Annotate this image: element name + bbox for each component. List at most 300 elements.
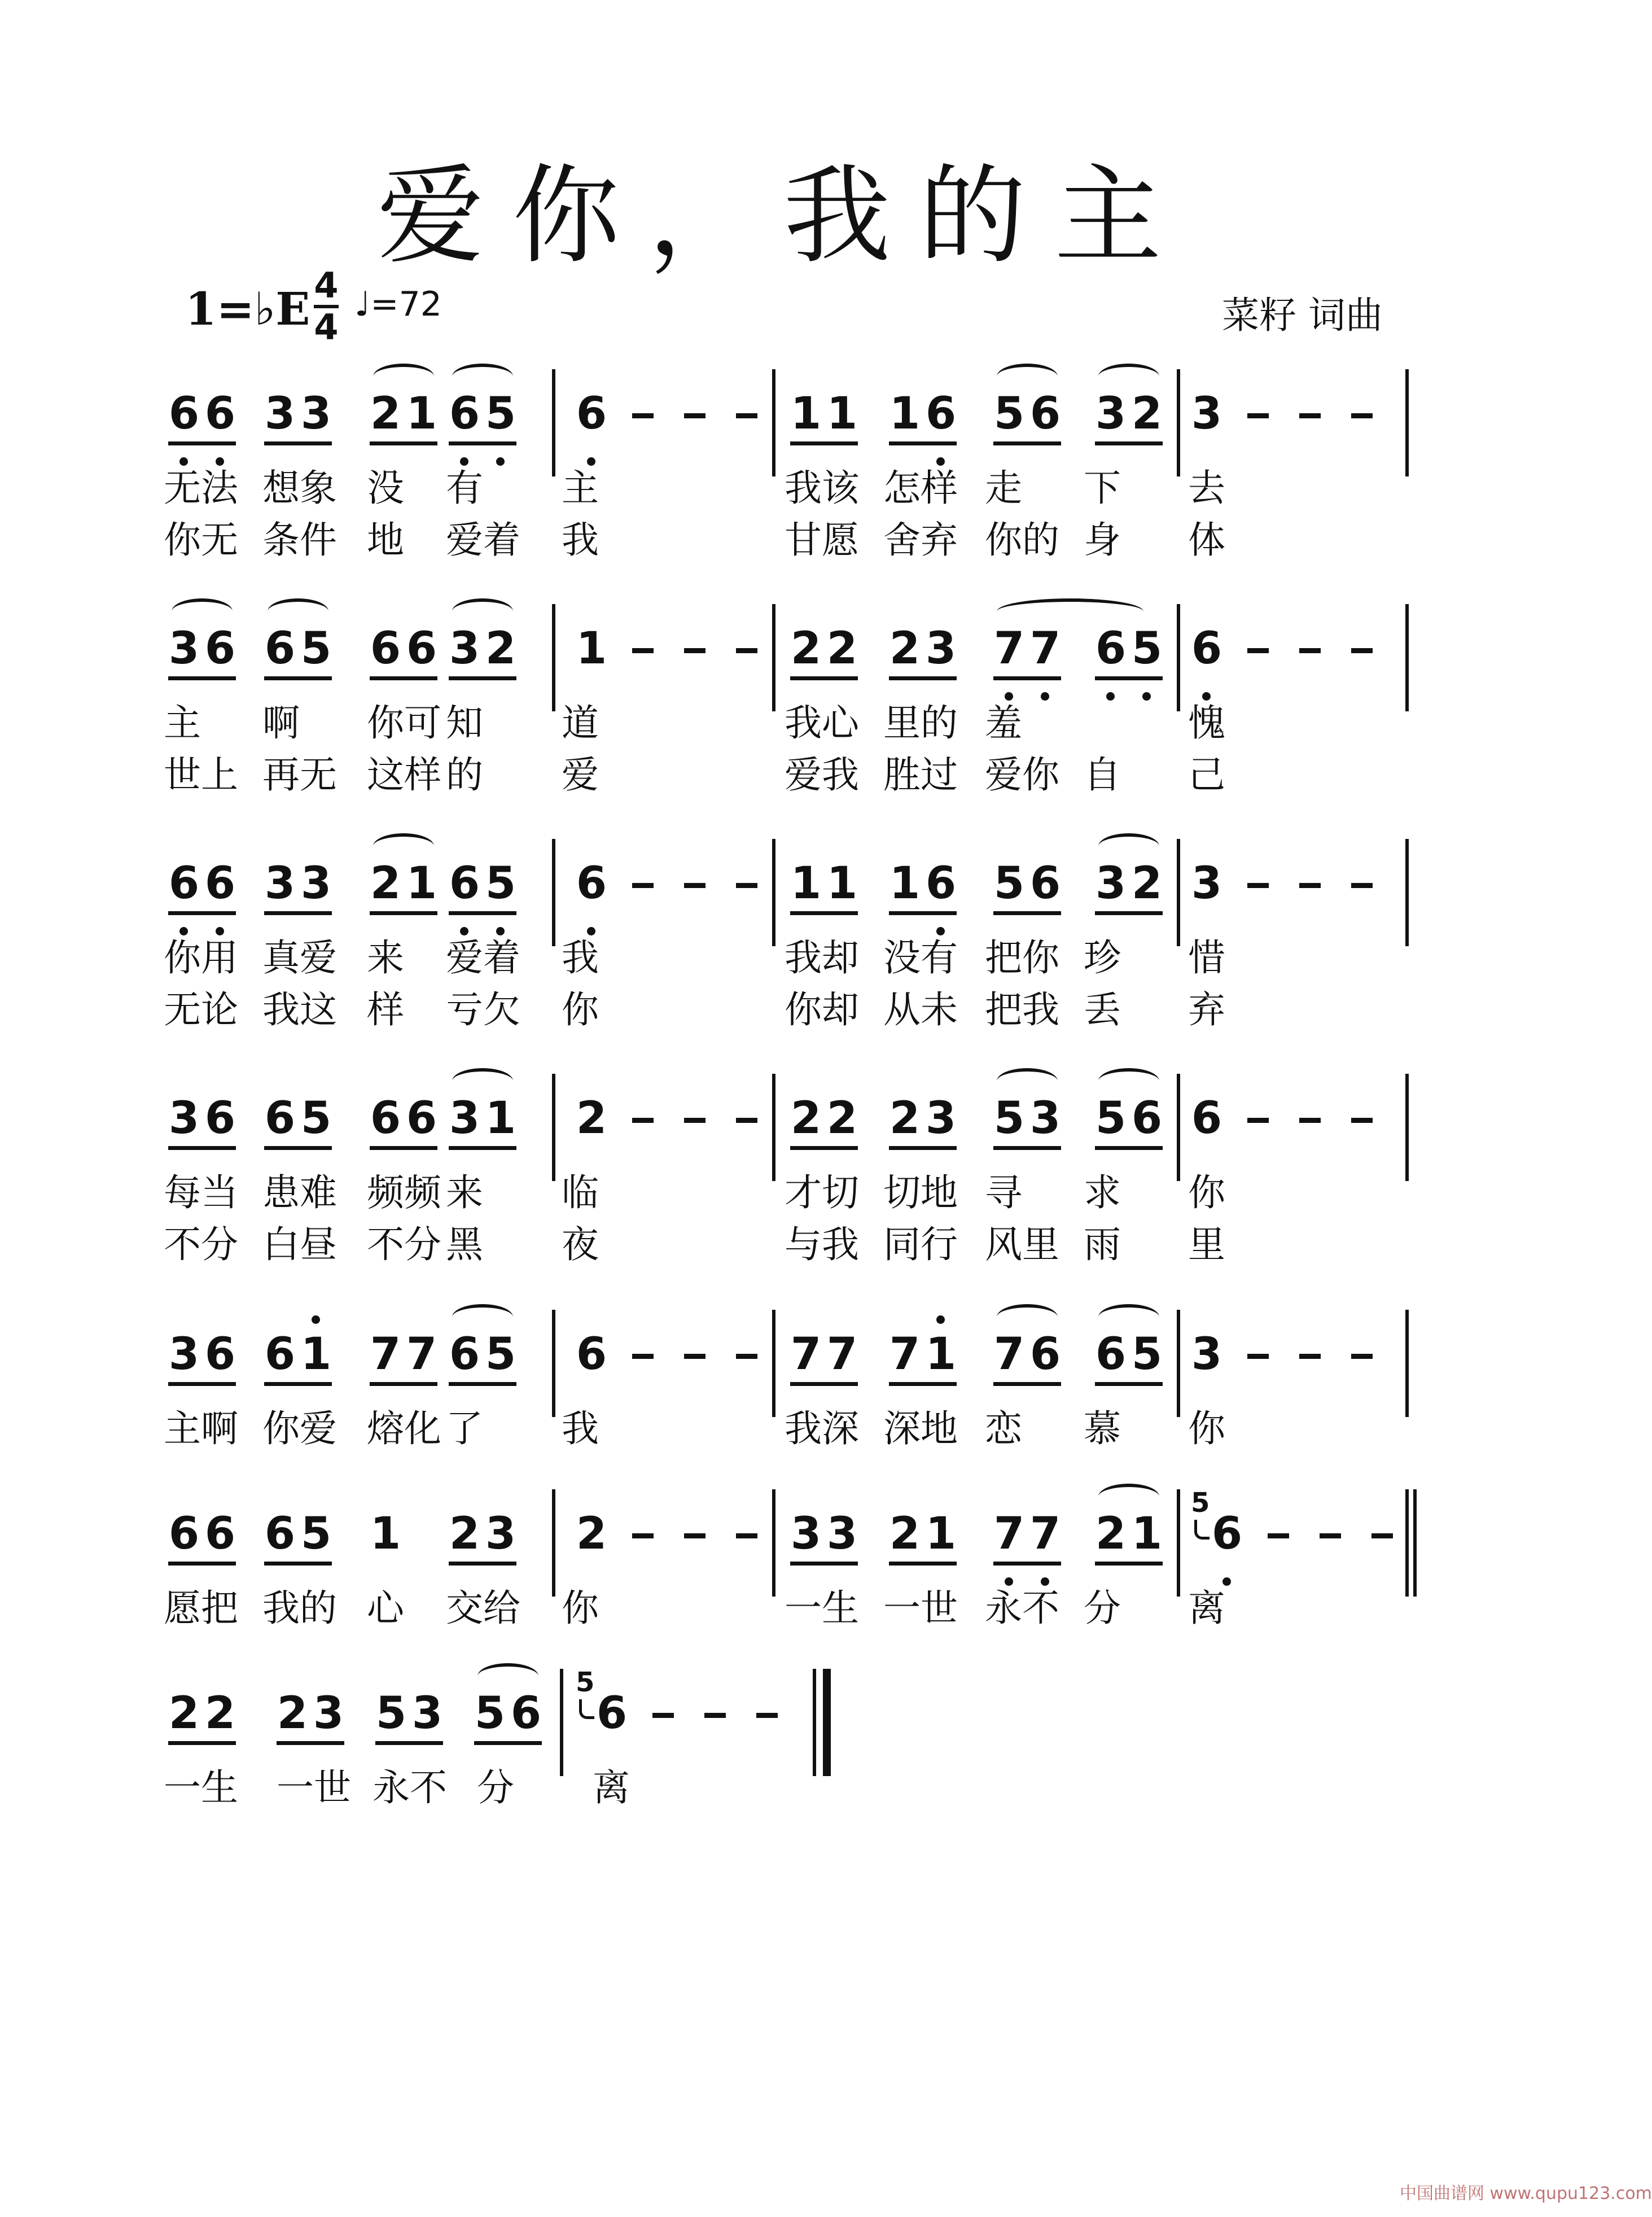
barline bbox=[560, 1669, 563, 1776]
lyric-word: 愧 bbox=[1188, 701, 1225, 745]
eighth-underline bbox=[277, 1741, 344, 1745]
note-digit: 6 bbox=[264, 623, 296, 674]
sustain-dash bbox=[632, 1354, 654, 1359]
note-digit: 2 bbox=[790, 1093, 822, 1144]
slur-arc bbox=[1098, 833, 1159, 859]
lyric-word: 珍 bbox=[1084, 936, 1121, 979]
lyric-word: 你可 bbox=[367, 701, 441, 745]
note-digit: 3 bbox=[300, 858, 332, 909]
note-digit: 2 bbox=[485, 623, 516, 674]
note-digit: 6 bbox=[204, 1093, 236, 1144]
note-digit: 2 bbox=[370, 858, 401, 909]
eighth-underline bbox=[449, 1562, 516, 1566]
lyric-word: 了 bbox=[446, 1407, 483, 1450]
lyric-word: 知 bbox=[446, 701, 483, 745]
eighth-underline bbox=[993, 1562, 1061, 1566]
lyric-word: 弃 bbox=[1188, 988, 1225, 1031]
lyric-word: 胜过 bbox=[883, 753, 958, 797]
note-digit: 6 bbox=[204, 623, 236, 674]
eighth-underline bbox=[993, 1382, 1061, 1386]
sustain-dash bbox=[1299, 1354, 1321, 1359]
note-digit: 6 bbox=[1211, 1508, 1243, 1559]
lyric-word: 我却 bbox=[785, 936, 859, 979]
time-signature-bottom: 4 bbox=[314, 307, 339, 348]
lyric-word: 你却 bbox=[785, 988, 859, 1031]
note-digit: 6 bbox=[1029, 858, 1061, 909]
lyric-word: 你 bbox=[1188, 1171, 1225, 1214]
note-digit: 2 bbox=[370, 388, 401, 439]
barline bbox=[1177, 1074, 1180, 1181]
lyric-word: 我该 bbox=[785, 466, 859, 510]
sustain-dash bbox=[652, 1713, 674, 1718]
slur-arc bbox=[373, 364, 434, 390]
note-digit: 2 bbox=[1131, 388, 1163, 439]
lyric-word: 患难 bbox=[262, 1171, 337, 1214]
sustain-dash bbox=[632, 413, 654, 418]
note-digit: 6 bbox=[925, 858, 957, 909]
note-digit: 3 bbox=[411, 1688, 443, 1739]
key-signature: 1=♭E bbox=[185, 282, 310, 335]
lyric-word: 我深 bbox=[785, 1407, 859, 1450]
note-digit: 7 bbox=[993, 1508, 1025, 1559]
lyric-word: 你的 bbox=[985, 518, 1059, 562]
sustain-dash bbox=[736, 648, 757, 653]
note-digit: 5 bbox=[1131, 623, 1163, 674]
note-digit: 3 bbox=[485, 1508, 516, 1559]
sustain-dash bbox=[684, 1118, 706, 1123]
lyric-word: 永不 bbox=[373, 1766, 447, 1809]
lyric-word: 道 bbox=[562, 701, 599, 745]
note-digit: 3 bbox=[313, 1688, 344, 1739]
lyric-word: 分 bbox=[1084, 1586, 1121, 1630]
lyric-word: 有 bbox=[446, 466, 483, 510]
eighth-underline bbox=[370, 1382, 437, 1386]
lyric-line bbox=[0, 1763, 1567, 1813]
note-digit: 6 bbox=[204, 388, 236, 439]
lyric-word: 风里 bbox=[985, 1223, 1059, 1266]
lyric-word: 恋 bbox=[985, 1407, 1022, 1450]
slur-arc bbox=[452, 1068, 513, 1094]
note-digit: 3 bbox=[264, 388, 296, 439]
barline bbox=[1177, 1310, 1180, 1417]
note-digit: 1 bbox=[485, 1093, 516, 1144]
note-digit: 2 bbox=[204, 1688, 236, 1739]
note-digit: 6 bbox=[596, 1688, 628, 1739]
lyric-word: 走 bbox=[985, 466, 1022, 510]
grace-note: 5 bbox=[576, 1667, 595, 1698]
note-digit: 5 bbox=[300, 1508, 332, 1559]
note-digit: 7 bbox=[790, 1329, 822, 1380]
note-digit: 6 bbox=[1191, 1093, 1222, 1144]
eighth-underline bbox=[889, 1562, 957, 1566]
note-digit: 7 bbox=[1029, 1508, 1061, 1559]
lyric-word: 去 bbox=[1188, 466, 1225, 510]
note-digit: 3 bbox=[1095, 858, 1127, 909]
note-digit: 5 bbox=[375, 1688, 407, 1739]
grace-hook bbox=[1194, 1520, 1210, 1540]
slur-arc bbox=[268, 598, 328, 624]
lyric-word: 夜 bbox=[562, 1223, 599, 1266]
lyric-word: 没有 bbox=[883, 936, 958, 979]
note-digit: 5 bbox=[485, 388, 516, 439]
sustain-dash bbox=[632, 1118, 654, 1123]
lyric-word: 寻 bbox=[985, 1171, 1022, 1214]
lyric-word: 你用 bbox=[164, 936, 238, 979]
sustain-dash bbox=[1247, 413, 1269, 418]
eighth-underline bbox=[264, 1382, 332, 1386]
lyric-word: 我的 bbox=[262, 1586, 337, 1630]
lyric-word: 身 bbox=[1084, 518, 1121, 562]
note-digit: 6 bbox=[168, 858, 200, 909]
lyric-line bbox=[0, 1219, 1567, 1270]
time-signature-top: 4 bbox=[314, 265, 339, 306]
note-digit: 3 bbox=[1191, 858, 1222, 909]
barline bbox=[552, 369, 555, 476]
note-digit: 1 bbox=[406, 388, 437, 439]
note-digit: 2 bbox=[826, 623, 858, 674]
note-digit: 3 bbox=[826, 1508, 858, 1559]
sustain-dash bbox=[736, 883, 757, 888]
lyric-word: 切地 bbox=[883, 1171, 958, 1214]
barline bbox=[552, 1489, 555, 1597]
double-barline bbox=[1413, 1489, 1417, 1597]
lyric-word: 把你 bbox=[985, 936, 1059, 979]
lyric-word: 来 bbox=[446, 1171, 483, 1214]
watermark-logo: 中国曲谱网 www.qupu123.com bbox=[1400, 2184, 1652, 2203]
eighth-underline bbox=[168, 1146, 236, 1150]
note-digit: 2 bbox=[790, 623, 822, 674]
note-digit: 6 bbox=[449, 388, 480, 439]
lyric-word: 一世 bbox=[277, 1766, 351, 1809]
lyric-word: 下 bbox=[1084, 466, 1121, 510]
note-digit: 2 bbox=[168, 1688, 200, 1739]
slur-arc bbox=[1098, 1304, 1159, 1330]
note-digit: 7 bbox=[370, 1329, 401, 1380]
barline bbox=[1405, 369, 1409, 476]
note-digit: 3 bbox=[168, 1093, 200, 1144]
high-octave-dot bbox=[312, 1315, 320, 1324]
eighth-underline bbox=[264, 1146, 332, 1150]
note-digit: 5 bbox=[485, 1329, 516, 1380]
sustain-dash bbox=[684, 648, 706, 653]
sustain-dash bbox=[1299, 648, 1321, 653]
lyric-word: 主啊 bbox=[164, 1407, 238, 1450]
lyric-word: 地 bbox=[367, 518, 404, 562]
note-digit: 3 bbox=[925, 623, 957, 674]
lyric-word: 爱我 bbox=[785, 753, 859, 797]
eighth-underline bbox=[790, 441, 858, 445]
note-digit: 6 bbox=[264, 1329, 296, 1380]
note-digit: 7 bbox=[826, 1329, 858, 1380]
lyric-word: 一世 bbox=[883, 1586, 958, 1630]
eighth-underline bbox=[1095, 1562, 1163, 1566]
eighth-underline bbox=[370, 1146, 437, 1150]
lyric-word: 里 bbox=[1188, 1223, 1225, 1266]
eighth-underline bbox=[264, 1562, 332, 1566]
lyric-word: 自 bbox=[1084, 753, 1121, 797]
note-digit: 2 bbox=[277, 1688, 308, 1739]
lyric-line bbox=[0, 933, 1567, 983]
eighth-underline bbox=[790, 911, 858, 915]
barline bbox=[1405, 604, 1409, 711]
lyric-word: 临 bbox=[562, 1171, 599, 1214]
lyric-word: 从未 bbox=[883, 988, 958, 1031]
note-digit: 6 bbox=[1095, 1329, 1127, 1380]
lyric-word: 的 bbox=[446, 753, 483, 797]
slur-arc bbox=[373, 833, 434, 859]
lyric-word: 每当 bbox=[164, 1171, 238, 1214]
sustain-dash bbox=[684, 883, 706, 888]
note-digit: 5 bbox=[1095, 1093, 1127, 1144]
note-digit: 2 bbox=[889, 1093, 921, 1144]
note-digit: 6 bbox=[168, 388, 200, 439]
eighth-underline bbox=[370, 441, 437, 445]
lyric-word: 愿把 bbox=[164, 1586, 238, 1630]
note-digit: 1 bbox=[889, 388, 921, 439]
note-digit: 7 bbox=[993, 1329, 1025, 1380]
note-digit: 6 bbox=[1095, 623, 1127, 674]
eighth-underline bbox=[993, 1146, 1061, 1150]
eighth-underline bbox=[993, 676, 1061, 680]
eighth-underline bbox=[168, 911, 236, 915]
lyric-line bbox=[0, 750, 1567, 801]
lyric-word: 主 bbox=[562, 466, 599, 510]
lyric-word: 爱着 bbox=[446, 518, 520, 562]
sustain-dash bbox=[1320, 1533, 1341, 1538]
slur-arc bbox=[997, 1304, 1058, 1330]
lyric-word: 你无 bbox=[164, 518, 238, 562]
barline bbox=[552, 839, 555, 946]
lyric-word: 你 bbox=[562, 1586, 599, 1630]
slur-arc bbox=[997, 364, 1058, 390]
lyric-word: 再无 bbox=[262, 753, 337, 797]
barline bbox=[552, 1310, 555, 1417]
lyric-word: 我心 bbox=[785, 701, 859, 745]
sustain-dash bbox=[1351, 1118, 1373, 1123]
note-digit: 5 bbox=[474, 1688, 506, 1739]
lyric-word: 条件 bbox=[262, 518, 337, 562]
slur-arc bbox=[477, 1663, 538, 1689]
lyric-word: 求 bbox=[1084, 1171, 1121, 1214]
note-digit: 1 bbox=[925, 1329, 957, 1380]
barline bbox=[1177, 1489, 1180, 1597]
note-digit: 6 bbox=[1029, 1329, 1061, 1380]
note-digit: 1 bbox=[826, 388, 858, 439]
lyric-word: 白昼 bbox=[262, 1223, 337, 1266]
lyric-word: 雨 bbox=[1084, 1223, 1121, 1266]
lyric-word: 世上 bbox=[164, 753, 238, 797]
barline bbox=[772, 604, 775, 711]
note-digit: 3 bbox=[300, 388, 332, 439]
eighth-underline bbox=[1095, 911, 1163, 915]
grace-hook bbox=[579, 1699, 594, 1719]
lyric-word: 我 bbox=[562, 1407, 599, 1450]
lyric-word: 频频 bbox=[367, 1171, 441, 1214]
lyric-word: 无法 bbox=[164, 466, 238, 510]
eighth-underline bbox=[264, 676, 332, 680]
lyric-word: 啊 bbox=[262, 701, 300, 745]
sustain-dash bbox=[1247, 883, 1269, 888]
lyric-word: 怎样 bbox=[883, 466, 958, 510]
note-digit: 6 bbox=[370, 623, 401, 674]
note-digit: 1 bbox=[1131, 1508, 1163, 1559]
note-digit: 3 bbox=[168, 623, 200, 674]
eighth-underline bbox=[168, 676, 236, 680]
lyric-word: 里的 bbox=[883, 701, 958, 745]
note-digit: 5 bbox=[993, 858, 1025, 909]
eighth-underline bbox=[790, 1146, 858, 1150]
lyric-word: 我 bbox=[562, 936, 599, 979]
note-digit: 6 bbox=[204, 858, 236, 909]
high-octave-dot bbox=[936, 1315, 945, 1324]
eighth-underline bbox=[1095, 1382, 1163, 1386]
note-digit: 6 bbox=[576, 858, 607, 909]
lyric-word: 不分 bbox=[367, 1223, 441, 1266]
note-digit: 6 bbox=[370, 1093, 401, 1144]
barline bbox=[772, 1489, 775, 1597]
lyric-word: 你 bbox=[562, 988, 599, 1031]
barline bbox=[772, 839, 775, 946]
lyric-word: 亏欠 bbox=[446, 988, 520, 1031]
lyric-word: 慕 bbox=[1084, 1407, 1121, 1450]
barline bbox=[552, 1074, 555, 1181]
lyric-line bbox=[0, 985, 1567, 1035]
sustain-dash bbox=[632, 648, 654, 653]
lyric-word: 永不 bbox=[985, 1586, 1059, 1630]
eighth-underline bbox=[1095, 676, 1163, 680]
eighth-underline bbox=[375, 1741, 443, 1745]
note-digit: 2 bbox=[1095, 1508, 1127, 1559]
barline bbox=[772, 369, 775, 476]
note-digit: 5 bbox=[485, 858, 516, 909]
note-digit: 6 bbox=[406, 1093, 437, 1144]
lyric-word: 一生 bbox=[164, 1766, 238, 1809]
note-digit: 3 bbox=[449, 1093, 480, 1144]
eighth-underline bbox=[993, 911, 1061, 915]
note-digit: 6 bbox=[510, 1688, 542, 1739]
sustain-dash bbox=[1247, 1118, 1269, 1123]
note-digit: 1 bbox=[406, 858, 437, 909]
sustain-dash bbox=[1351, 1354, 1373, 1359]
lyric-word: 离 bbox=[1188, 1586, 1225, 1630]
note-digit: 3 bbox=[1095, 388, 1127, 439]
note-digit: 2 bbox=[576, 1093, 607, 1144]
lyric-line bbox=[0, 1403, 1567, 1454]
lyric-line bbox=[0, 515, 1567, 566]
eighth-underline bbox=[168, 1741, 236, 1745]
lyric-word: 黑 bbox=[446, 1223, 483, 1266]
barline bbox=[1405, 839, 1409, 946]
lyric-word: 把我 bbox=[985, 988, 1059, 1031]
note-digit: 3 bbox=[1191, 1329, 1222, 1380]
eighth-underline bbox=[889, 676, 957, 680]
eighth-underline bbox=[889, 1146, 957, 1150]
lyric-line bbox=[0, 698, 1567, 749]
note-digit: 1 bbox=[826, 858, 858, 909]
lyric-word: 没 bbox=[367, 466, 404, 510]
barline bbox=[772, 1074, 775, 1181]
lyric-word: 你爱 bbox=[262, 1407, 337, 1450]
sustain-dash bbox=[1371, 1533, 1393, 1538]
barline bbox=[1177, 604, 1180, 711]
slur-arc bbox=[1098, 1484, 1159, 1510]
sustain-dash bbox=[736, 1533, 757, 1538]
eighth-underline bbox=[790, 1382, 858, 1386]
lyric-word: 样 bbox=[367, 988, 404, 1031]
final-barline bbox=[823, 1669, 831, 1776]
note-digit: 7 bbox=[993, 623, 1025, 674]
eighth-underline bbox=[449, 911, 516, 915]
lyric-word: 交给 bbox=[446, 1586, 520, 1630]
slur-arc bbox=[1098, 364, 1159, 390]
lyric-word: 深地 bbox=[883, 1407, 958, 1450]
sustain-dash bbox=[632, 883, 654, 888]
lyric-word: 你 bbox=[1188, 1407, 1225, 1450]
lyric-word: 丢 bbox=[1084, 988, 1121, 1031]
composer-credit: 菜籽 词曲 bbox=[1222, 294, 1383, 337]
note-digit: 1 bbox=[370, 1508, 401, 1559]
note-digit: 3 bbox=[264, 858, 296, 909]
song-title: 爱你，我的主 bbox=[376, 154, 1190, 278]
note-digit: 5 bbox=[300, 623, 332, 674]
lyric-word: 无论 bbox=[164, 988, 238, 1031]
note-digit: 7 bbox=[406, 1329, 437, 1380]
note-digit: 6 bbox=[168, 1508, 200, 1559]
note-digit: 7 bbox=[1029, 623, 1061, 674]
barline bbox=[1405, 1310, 1409, 1417]
sustain-dash bbox=[736, 1354, 757, 1359]
note-digit: 2 bbox=[826, 1093, 858, 1144]
note-digit: 6 bbox=[204, 1329, 236, 1380]
lyric-word: 我 bbox=[562, 518, 599, 562]
sustain-dash bbox=[756, 1713, 778, 1718]
eighth-underline bbox=[168, 1382, 236, 1386]
lyric-word: 熔化 bbox=[367, 1407, 441, 1450]
lyric-word: 体 bbox=[1188, 518, 1225, 562]
eighth-underline bbox=[790, 676, 858, 680]
lyric-word: 分 bbox=[477, 1766, 514, 1809]
sustain-dash bbox=[736, 413, 757, 418]
note-digit: 6 bbox=[1131, 1093, 1163, 1144]
note-digit: 5 bbox=[1131, 1329, 1163, 1380]
note-digit: 2 bbox=[449, 1508, 480, 1559]
note-digit: 6 bbox=[449, 1329, 480, 1380]
final-barline bbox=[813, 1669, 816, 1776]
note-digit: 6 bbox=[925, 388, 957, 439]
barline bbox=[552, 604, 555, 711]
sustain-dash bbox=[1351, 883, 1373, 888]
slur-arc bbox=[1098, 1068, 1159, 1094]
eighth-underline bbox=[370, 676, 437, 680]
lyric-word: 爱着 bbox=[446, 936, 520, 979]
lyric-word: 不分 bbox=[164, 1223, 238, 1266]
sustain-dash bbox=[1299, 883, 1321, 888]
lyric-word: 舍弃 bbox=[883, 518, 958, 562]
note-digit: 6 bbox=[576, 388, 607, 439]
note-digit: 2 bbox=[576, 1508, 607, 1559]
note-digit: 1 bbox=[576, 623, 607, 674]
sustain-dash bbox=[1247, 648, 1269, 653]
lyric-word: 同行 bbox=[883, 1223, 958, 1266]
lyric-word: 惜 bbox=[1188, 936, 1225, 979]
note-digit: 2 bbox=[1131, 858, 1163, 909]
note-digit: 6 bbox=[406, 623, 437, 674]
eighth-underline bbox=[474, 1741, 542, 1745]
grace-note: 5 bbox=[1191, 1487, 1210, 1519]
sustain-dash bbox=[684, 1533, 706, 1538]
sustain-dash bbox=[1299, 413, 1321, 418]
note-digit: 1 bbox=[790, 388, 822, 439]
